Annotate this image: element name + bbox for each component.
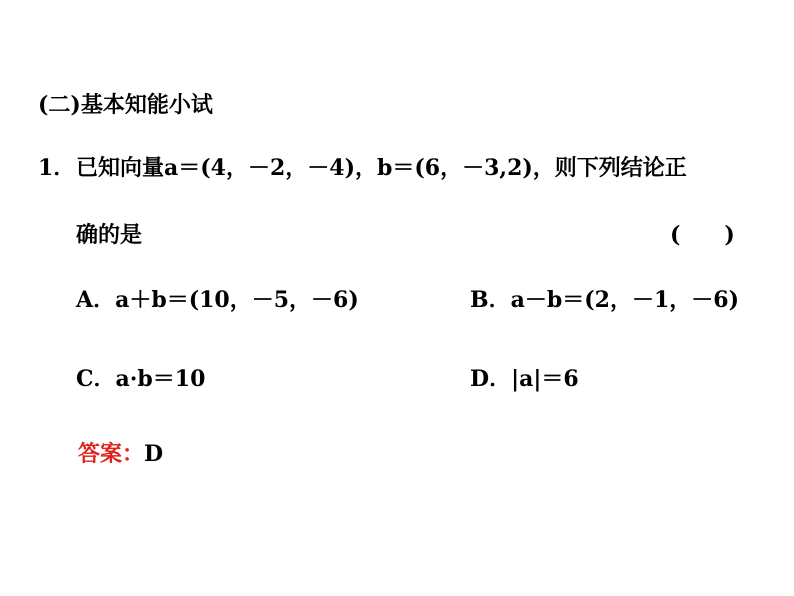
answer-blank: ( ) bbox=[670, 222, 735, 248]
question-stem-line1: 已知向量a＝(4，－2，－4)，b＝(6，－3,2)，则下列结论正 bbox=[76, 155, 687, 181]
option-d: D．|a|＝6 bbox=[470, 366, 579, 392]
answer-line bbox=[78, 437, 163, 468]
option-b: B．a－b＝(2，－1，－6) bbox=[470, 287, 739, 313]
question-number: 1． bbox=[38, 155, 76, 181]
answer-value: D bbox=[144, 441, 164, 467]
question-stem-line2: 确的是 bbox=[76, 222, 143, 248]
option-c: C．a·b＝10 bbox=[76, 366, 206, 392]
section-heading: (二)基本知能小试 bbox=[38, 92, 213, 118]
answer-label: 答案： bbox=[78, 441, 145, 467]
option-a: A．a＋b＝(10，－5，－6) bbox=[76, 287, 359, 313]
